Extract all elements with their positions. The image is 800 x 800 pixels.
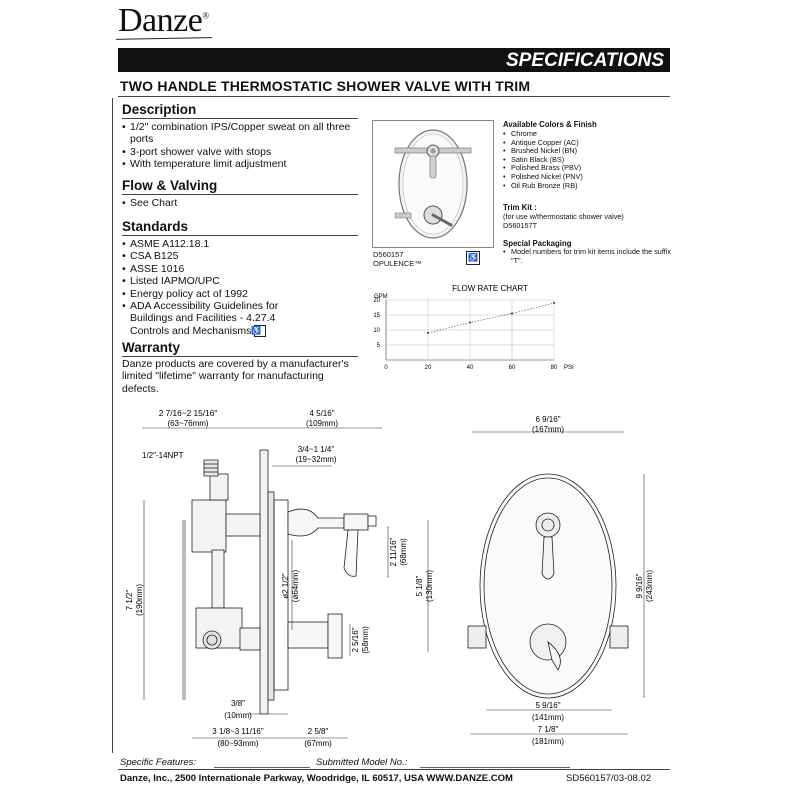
standards-heading: Standards <box>122 219 189 234</box>
standards-list <box>122 238 300 337</box>
list-item: • With temperature limit adjustment <box>122 158 354 170</box>
model-number: D560157 <box>373 250 404 259</box>
list-item: • Polished Brass (PBV) <box>503 164 673 173</box>
model-field-line <box>420 767 570 768</box>
dim-d9m: (10mm) <box>224 711 252 720</box>
chart-title: FLOW RATE CHART <box>452 284 528 293</box>
dim-d4: 7 1/2" <box>125 589 134 611</box>
product-name: OPULENCE™ <box>373 259 422 268</box>
flow-rate-point <box>469 322 471 324</box>
description-rule <box>122 118 358 119</box>
list-item: • Satin Black (BS) <box>503 156 673 165</box>
dim-d5: ø2 1/2" <box>281 573 290 599</box>
description-list <box>122 121 354 171</box>
footer-rule <box>118 769 670 770</box>
flow-list <box>122 197 354 209</box>
chart-plot-area <box>373 298 558 371</box>
list-item: • Listed IAPMO/UPC <box>122 275 300 287</box>
dim-d5m: (ø64mm) <box>291 569 300 603</box>
flow-rate-point <box>553 302 555 304</box>
flow-rate-line <box>428 303 554 333</box>
document-code: SD560157/03-08.02 <box>566 773 652 784</box>
list-item: • Antique Copper (AC) <box>503 139 673 148</box>
list-item: • 1/2" combination IPS/Copper sweat on all three ports <box>122 121 354 146</box>
wheelchair-icon: ♿ <box>254 325 266 337</box>
dim-d6m: (68mm) <box>399 538 408 566</box>
dim-d4m: (190mm) <box>135 583 144 617</box>
dim-d8m: (58mm) <box>361 626 370 654</box>
list-item: • 3-port shower valve with stops <box>122 146 354 158</box>
standards-rule <box>122 235 358 236</box>
y-tick-label: 10 <box>373 328 380 334</box>
x-axis-label: PSI <box>564 365 574 371</box>
flow-heading: Flow & Valving <box>122 178 218 193</box>
danze-logo: Danze® <box>118 2 209 39</box>
submitted-model-label: Submitted Model No.: <box>316 757 408 768</box>
list-item: • Oil Rub Bronze (RB) <box>503 182 673 191</box>
list-item: • Polished Nickel (PNV) <box>503 173 673 182</box>
x-tick-label: 40 <box>466 365 474 371</box>
trim-heading: Trim Kit : <box>503 203 537 212</box>
dim-d2: 4 5/16" <box>309 409 335 418</box>
dim-d2m: (109mm) <box>305 419 339 428</box>
technical-drawing <box>112 400 672 756</box>
trim-model: D560157T <box>503 221 538 230</box>
list-item: • Chrome <box>503 130 673 139</box>
dim-d1m: (63~76mm) <box>167 419 209 428</box>
dim-d10m: (80~93mm) <box>217 739 259 748</box>
dim-d7m: (130mm) <box>425 569 434 603</box>
list-item: • Model numbers for trim kit items include the suffix "T". <box>503 248 673 265</box>
list-item: • ADA Accessibility Guidelines for Buildings and Facilities - 4.27.4 Controls and Mechanisms ♿ <box>122 300 300 337</box>
dim-d11: 2 5/8" <box>307 727 329 736</box>
dim-d8: 2 5/16" <box>351 627 360 653</box>
dim-d15: 7 1/8" <box>537 725 559 734</box>
list-item: • ASSE 1016 <box>122 263 300 275</box>
x-tick-label: 20 <box>424 365 432 371</box>
page-title: TWO HANDLE THERMOSTATIC SHOWER VALVE WITH TRIM <box>120 78 531 94</box>
list-item: • Energy policy act of 1992 <box>122 288 300 300</box>
dim-d13m: (243mm) <box>645 569 654 603</box>
flow-rate-point <box>427 332 429 334</box>
dim-d7: 5 1/8" <box>415 575 424 597</box>
list-item: • ASME A112.18.1 <box>122 238 300 250</box>
dim-d14m: (141mm) <box>531 713 565 722</box>
dim-d1: 2 7/16~2 15/16" <box>158 408 218 418</box>
x-tick-label: 0 <box>384 365 388 371</box>
dim-d13: 9 9/16" <box>635 573 644 599</box>
y-axis-label: GPM <box>374 294 388 300</box>
trim-line1: (for use w/thermostatic shower valve) <box>503 212 624 221</box>
packaging-heading: Special Packaging <box>503 239 572 248</box>
flow-rate-point <box>511 313 513 315</box>
y-tick-label: 15 <box>373 313 380 319</box>
specifications-banner: SPECIFICATIONS <box>118 48 670 72</box>
flow-rate-chart <box>360 282 590 372</box>
specific-features-label: Specific Features: <box>120 757 197 768</box>
company-address: Danze, Inc., 2500 Internationale Parkway, Woodridge, IL 60517, USA WWW.DANZE.COM <box>120 773 513 784</box>
list-item: • CSA B125 <box>122 250 300 262</box>
dim-d11m: (67mm) <box>304 739 332 748</box>
product-photo <box>372 120 494 248</box>
dim-d6: 2 11/16" <box>389 537 398 567</box>
list-item: • See Chart <box>122 197 354 209</box>
dim-d15m: (181mm) <box>531 737 565 746</box>
x-tick-label: 60 <box>508 365 516 371</box>
wheelchair-icon: ♿ <box>466 251 480 265</box>
warranty-heading: Warranty <box>122 340 181 355</box>
warranty-text: Danze products are covered by a manufacturer's limited "lifetime" warranty for manufacturing defects. <box>122 358 349 395</box>
product-caption <box>373 250 422 268</box>
x-tick-label: 80 <box>550 365 558 371</box>
dim-npt: 1/2"-14NPT <box>142 451 184 460</box>
list-item: • Brushed Nickel (BN) <box>503 147 673 156</box>
dim-d3: 3/4~1 1/4" <box>297 445 335 454</box>
features-field-line <box>214 767 310 768</box>
y-tick-label: 5 <box>376 343 380 349</box>
warranty-rule <box>122 356 358 357</box>
colors-heading: Available Colors & Finish <box>503 120 597 129</box>
dim-d12: 6 9/16" <box>535 415 561 424</box>
colors-list <box>503 130 673 190</box>
logo-underline <box>116 37 212 41</box>
dim-d10: 3 1/8~3 11/16" <box>212 727 264 736</box>
dim-d3m: (19~32mm) <box>295 455 337 464</box>
dim-d12m: (167mm) <box>531 425 565 434</box>
title-rule <box>118 96 670 97</box>
packaging-list <box>503 248 673 265</box>
flow-rule <box>122 194 358 195</box>
y-tick-label: 20 <box>373 298 380 304</box>
dim-d9: 3/8" <box>231 699 245 708</box>
dim-d14: 5 9/16" <box>535 701 561 710</box>
description-heading: Description <box>122 102 197 117</box>
